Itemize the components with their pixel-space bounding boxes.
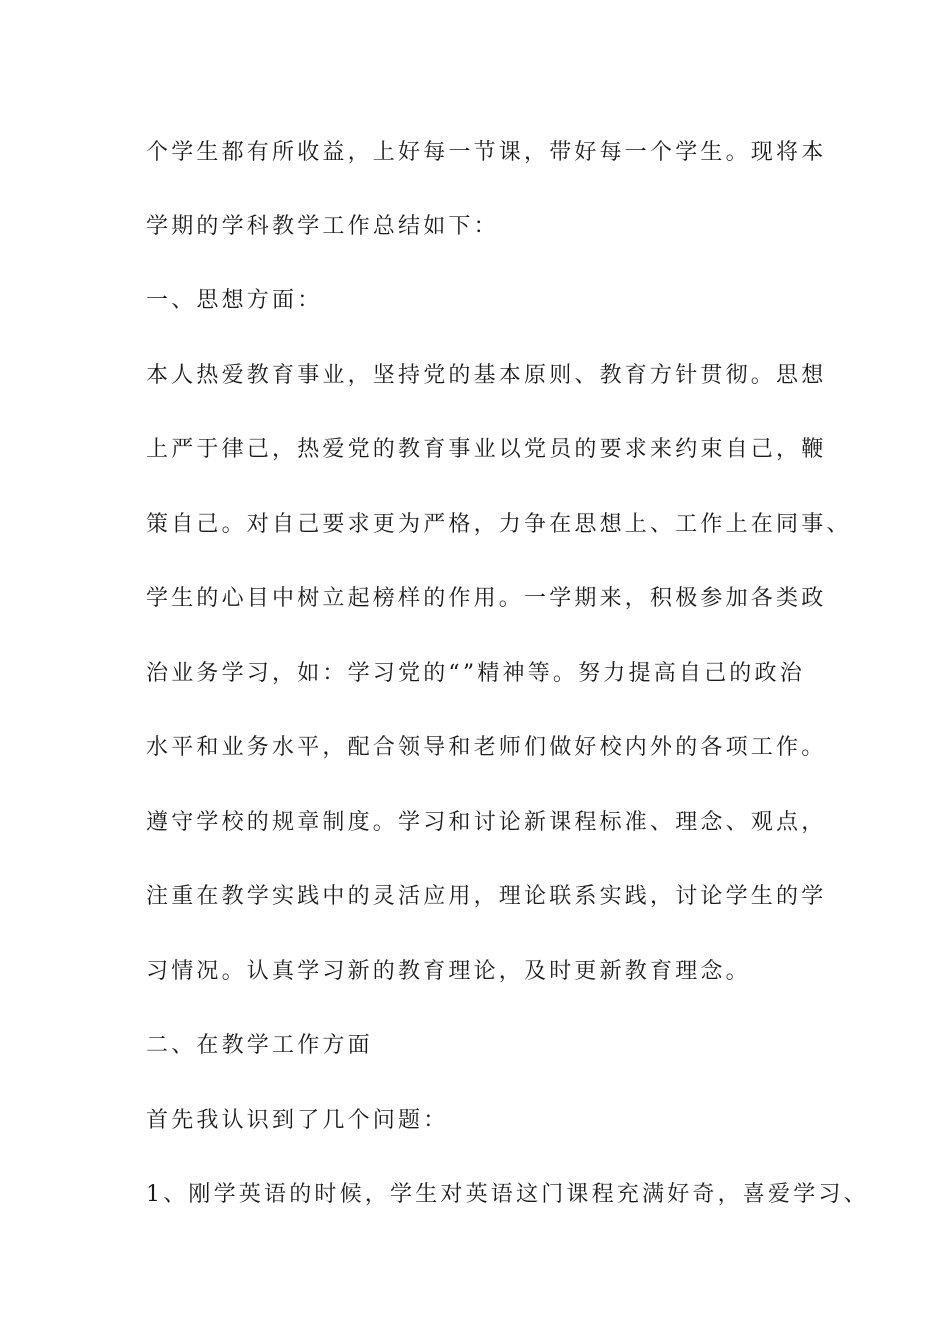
body-text-line: 学期的学科教学工作总结如下： <box>146 214 499 239</box>
section-heading: 一、思想方面： <box>146 288 323 313</box>
body-text-line: 首先我认识到了几个问题： <box>146 1108 449 1133</box>
body-text-line: 治业务学习，如：学习党的“”精神等。努力提高自己的政治 <box>146 661 805 686</box>
section-heading: 二、在教学工作方面 <box>146 1033 373 1058</box>
body-text-line: 策自己。对自己要求更为严格，力争在思想上、工作上在同事、 <box>146 512 852 537</box>
body-text-line: 注重在教学实践中的灵活应用，理论联系实践，讨论学生的学 <box>146 884 827 909</box>
body-text-line: 个学生都有所收益，上好每一节课，带好每一个学生。现将本 <box>146 140 827 165</box>
body-text-line: 遵守学校的规章制度。学习和讨论新课程标准、理念、观点， <box>146 810 827 835</box>
list-item: 1、刚学英语的时候，学生对英语这门课程充满好奇，喜爱学习、 <box>146 1182 869 1207</box>
body-text-line: 上严于律己，热爱党的教育事业以党员的要求来约束自己，鞭 <box>146 437 827 462</box>
body-text-line: 学生的心目中树立起榜样的作用。一学期来，积极参加各类政 <box>146 586 827 611</box>
body-text-line: 习情况。认真学习新的教育理论，及时更新教育理念。 <box>146 959 751 984</box>
body-text-line: 本人热爱教育事业，坚持党的基本原则、教育方针贯彻。思想 <box>146 363 827 388</box>
body-text-line: 水平和业务水平，配合领导和老师们做好校内外的各项工作。 <box>146 735 827 760</box>
